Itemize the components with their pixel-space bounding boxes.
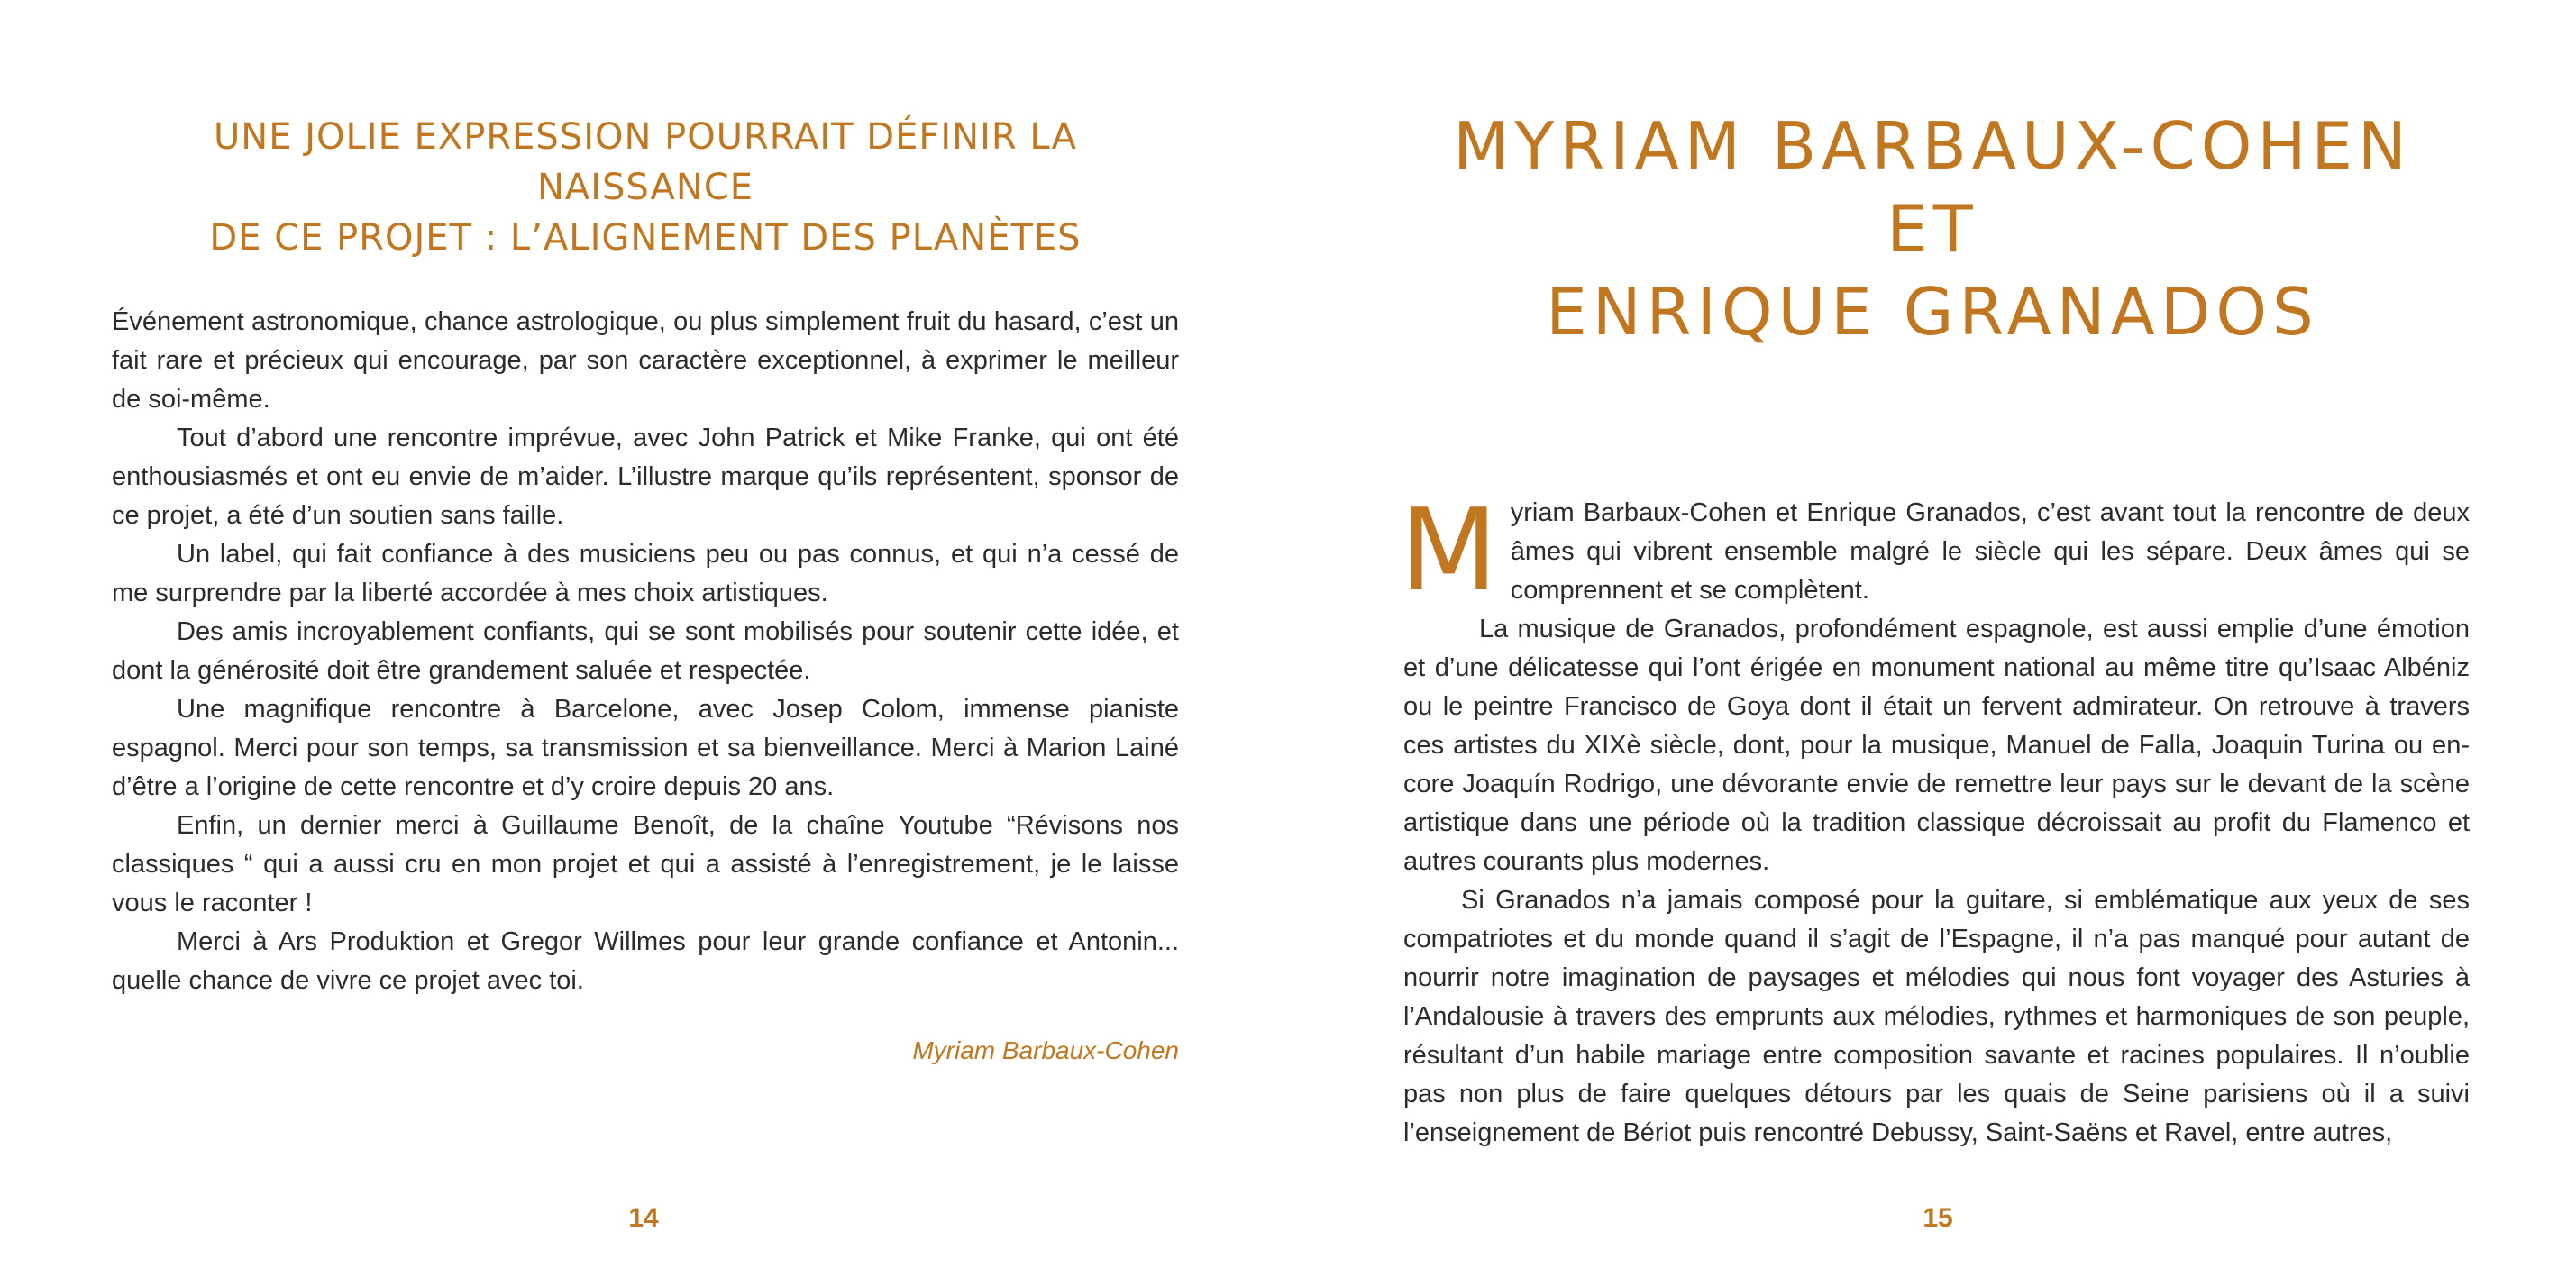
right-page-body: [1400, 484, 2470, 1153]
right-page: [1288, 0, 2576, 1277]
paragraph: Une magnifique rencontre à Barcelone, avec Josep Colom, immense pianiste espagnol. Merci pour son temps, sa transmission et sa bienveillance. Merci à Marion Lainé d’être a l’origine de cette rencontre et d’y croire depuis 20 ans.: [112, 695, 1179, 801]
signature: Myriam Barbaux-Cohen: [912, 1036, 1179, 1064]
paragraph: Des amis incroyablement confiants, qui se sont mobilisés pour soutenir cette idée, et dont la générosité doit être grandement saluée et respectée.: [112, 617, 1179, 685]
first-paragraph-text: yriam Barbaux-Cohen et Enrique Granados, c’est avant tout la rencontre de deux âmes qui vibrent ensemble malgré le siècle qui les sépare. Deux âmes qui se comprennent et se complètent.: [1510, 498, 2470, 605]
paragraph: Tout d’abord une rencontre imprévue, avec John Patrick et Mike Franke, qui ont été enthousiasmés et ont eu envie de m’aider. L’illustre marque qu’ils représentent, sponsor de ce projet, a été d’un soutien sans faille.: [112, 424, 1179, 530]
heading-line-2: DE CE PROJET : L’ALIGNEMENT DES PLANÈTES: [209, 217, 1082, 259]
paragraph: Si Granados n’a jamais composé pour la guitare, si emblématique aux yeux de ses compatriotes et du monde quand il s’agit de l’Espagne, il n’a pas manqué pour autant de nourrir notre imagination de paysages et mélodies qui nous font voyager des Asturies à l’Andalousie à travers des emprunts aux mélodies, rythmes et harmoniques de son peuple, résultant d’un habile mariage entre composition savante et racines populaires. Il n’oublie pas non plus de faire quelques détours par les quais de Seine parisiens où il a suivi l’enseignement de Bériot puis rencontré Debussy, Saint-Saëns et Ravel, entre autres,: [1403, 886, 2470, 1147]
first-paragraph: [1400, 484, 2470, 616]
paragraph: La musique de Granados, profondément espagnole, est aussi emplie d’une émotion et d’une délicatesse qui l’ont érigée en monument national au même titre qu’Isaac Albéniz ou le peintre Francisco de Goya dont il était un fervent admirateur. On retrouve à travers ces artistes du XIXè siècle, dont, pour la musique, Manuel de Falla, Joaquin Turina ou encore Joaquín Rodrigo, une dévorante envie de remettre leur pays sur le devant de la scène artistique dans une période où la tradition classique décroissait au profit du Flamenco et autres courants plus modernes.: [1403, 615, 2470, 876]
paragraph: Un label, qui fait confiance à des musiciens peu ou pas connus, et qui n’a cessé de me surprendre par la liberté accordée à mes choix artistiques.: [112, 540, 1179, 607]
heading-line-1: UNE JOLIE EXPRESSION POURRAIT DÉFINIR LA NAISSANCE: [214, 116, 1077, 208]
paragraph: Événement astronomique, chance astrologique, ou plus simplement fruit du hasard, c’est un fait rare et précieux qui encourage, par son caractère exceptionnel, à exprimer le meilleur de soi-même.: [112, 307, 1179, 414]
page-number-right: 15: [1923, 1203, 1953, 1233]
left-page-heading: [112, 112, 1179, 263]
left-page-body: [112, 303, 1179, 1000]
paragraph: Merci à Ars Produktion et Gregor Willmes pour leur grande confiance et Antonin... quelle chance de vivre ce projet avec toi.: [112, 927, 1179, 995]
right-page-title: [1378, 105, 2487, 353]
paragraph: Enfin, un dernier merci à Guillaume Benoît, de la chaîne Youtube “Révisons nos classiques “ qui a aussi cru en mon projet et qui a assisté à l’enregistrement, je le laisse vous le raconter !: [112, 811, 1179, 917]
page-number-left: 14: [628, 1203, 659, 1233]
drop-cap: M: [1400, 484, 1498, 616]
title-line-3: ENRIQUE GRANADOS: [1546, 274, 2319, 350]
title-line-1: MYRIAM BARBAUX-COHEN: [1453, 108, 2412, 184]
title-line-2: ET: [1886, 191, 1978, 267]
